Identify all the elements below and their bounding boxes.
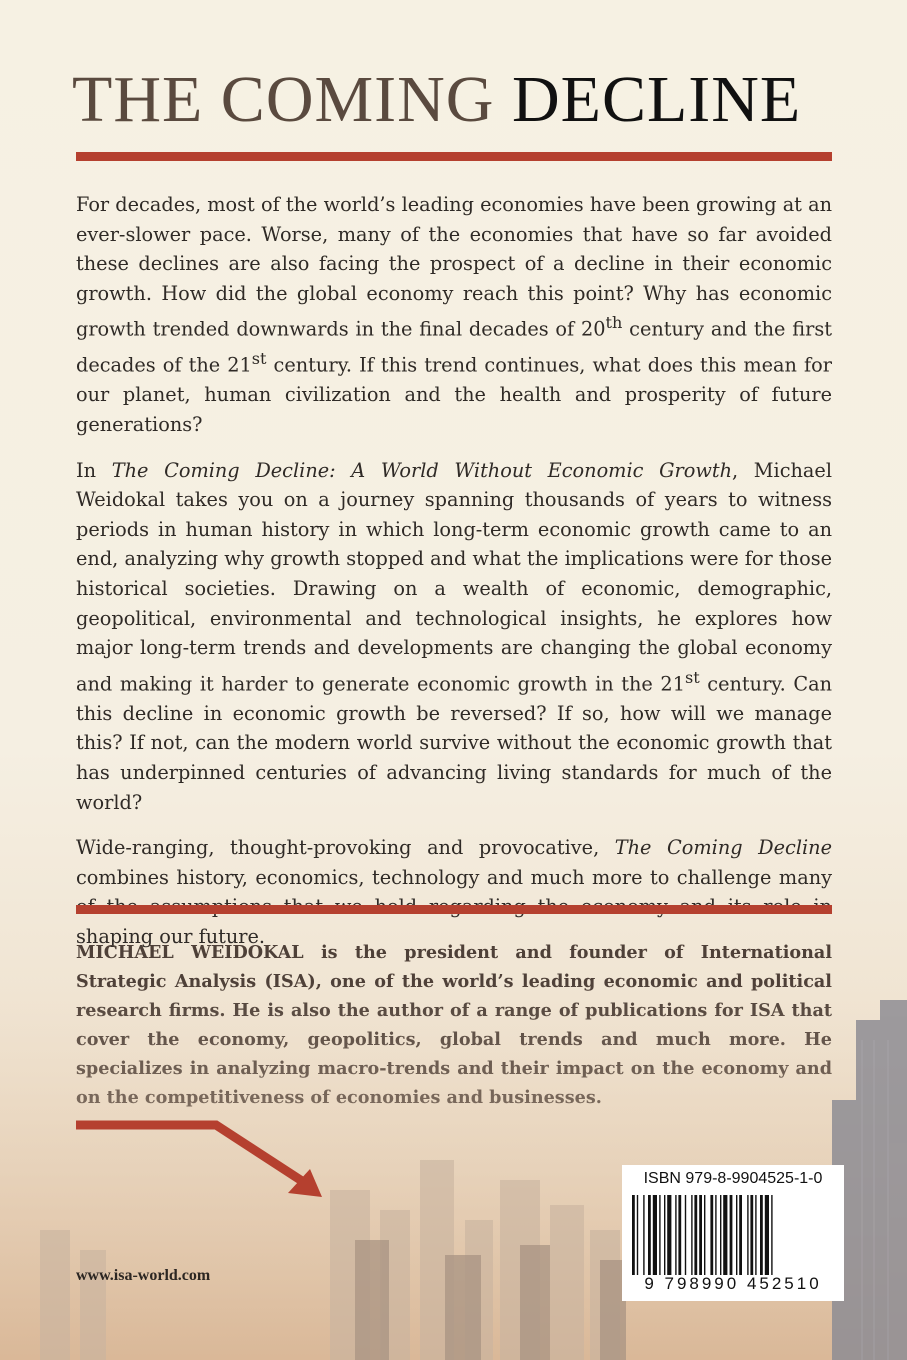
barcode-icon (630, 1195, 836, 1279)
barcode-bar (643, 1195, 644, 1275)
barcode-digits: 9 798990 452510 (644, 1274, 822, 1293)
barcode-bar (667, 1195, 671, 1275)
book-title (72, 62, 852, 138)
barcode-bar (765, 1195, 769, 1275)
barcode-bar (691, 1195, 692, 1275)
barcode-bar (739, 1195, 742, 1275)
isbn-label: ISBN 979-8-9904525-1-0 (643, 1170, 823, 1187)
barcode-bar (723, 1195, 727, 1275)
barcode-bar (736, 1195, 737, 1275)
down-trend-arrow-icon (76, 1117, 326, 1199)
barcode-bar (664, 1195, 665, 1275)
author-bio-text: MICHAEL WEIDOKAL is the president and founder of International (76, 942, 832, 963)
barcode-bar (704, 1195, 705, 1275)
blurb-paragraph-1: For decades, most of the world’s leading economies have been growing at an ever-slower pace. Worse, many of the economies that have so far avoided these declines are also facing the prospect of a decline in their economic growth. How did the global economy reach this point? Why has economic growth trended downwards in the final decades of 20th century and the first decades of the 21st century. If this trend continues, what does this mean for our planet, human civilization and the health and prosperity of future generations? (76, 193, 832, 436)
barcode-bar (750, 1195, 753, 1275)
barcode-bar (659, 1195, 660, 1275)
middle-divider (76, 905, 832, 914)
blurb-paragraph-3: Wide-ranging, thought-provoking and provocative, The Coming Decline combines history, economics, technology and much more to challenge many shaping our future. (76, 836, 832, 948)
barcode-bar (632, 1195, 635, 1275)
title-part-the-coming: THE COMING (72, 63, 512, 136)
barcode-bar (755, 1195, 756, 1275)
barcode-bar (637, 1195, 638, 1275)
barcode-bar (653, 1195, 657, 1275)
isbn-barcode-box (622, 1165, 844, 1301)
website-url[interactable]: www.isa-world.com (76, 1267, 211, 1284)
barcode-bar (771, 1195, 772, 1275)
barcode-bar (747, 1195, 748, 1275)
top-divider (76, 152, 832, 161)
barcode-bar (678, 1195, 681, 1275)
barcode-bar (710, 1195, 713, 1275)
barcode-bar (760, 1195, 763, 1275)
barcode-bar (675, 1195, 676, 1275)
blurb-paragraph-2: In The Coming Decline: A World Without Economic Growth, Michael Weidokal takes you on a journey spanning thousands of years to witness periods in human history in which long-term economic growth came to an end, analyzing why growth stopped and what the implications were for those historical societies. Drawing on a wealth of economic, demographic, geopolitical, environmental and technological insights, he explores how major long-term trends and developments are changing the global economy and making it harder to generate economic growth in the 21st century. Can this decline in economic growth be reversed? If so, how will we manage this? If not, can the modern world survive without the economic growth that has underpinned centuries of advancing living standards for much of the world? (76, 458, 832, 814)
barcode-bar (730, 1195, 733, 1275)
barcode-bar (694, 1195, 697, 1275)
barcode-bar (699, 1195, 702, 1275)
barcode-bar (720, 1195, 721, 1275)
barcode-bar (648, 1195, 651, 1275)
barcode-bar (715, 1195, 716, 1275)
book-blurb (76, 190, 832, 968)
barcode-bar (685, 1195, 686, 1275)
title-part-decline: DECLINE (511, 63, 802, 136)
